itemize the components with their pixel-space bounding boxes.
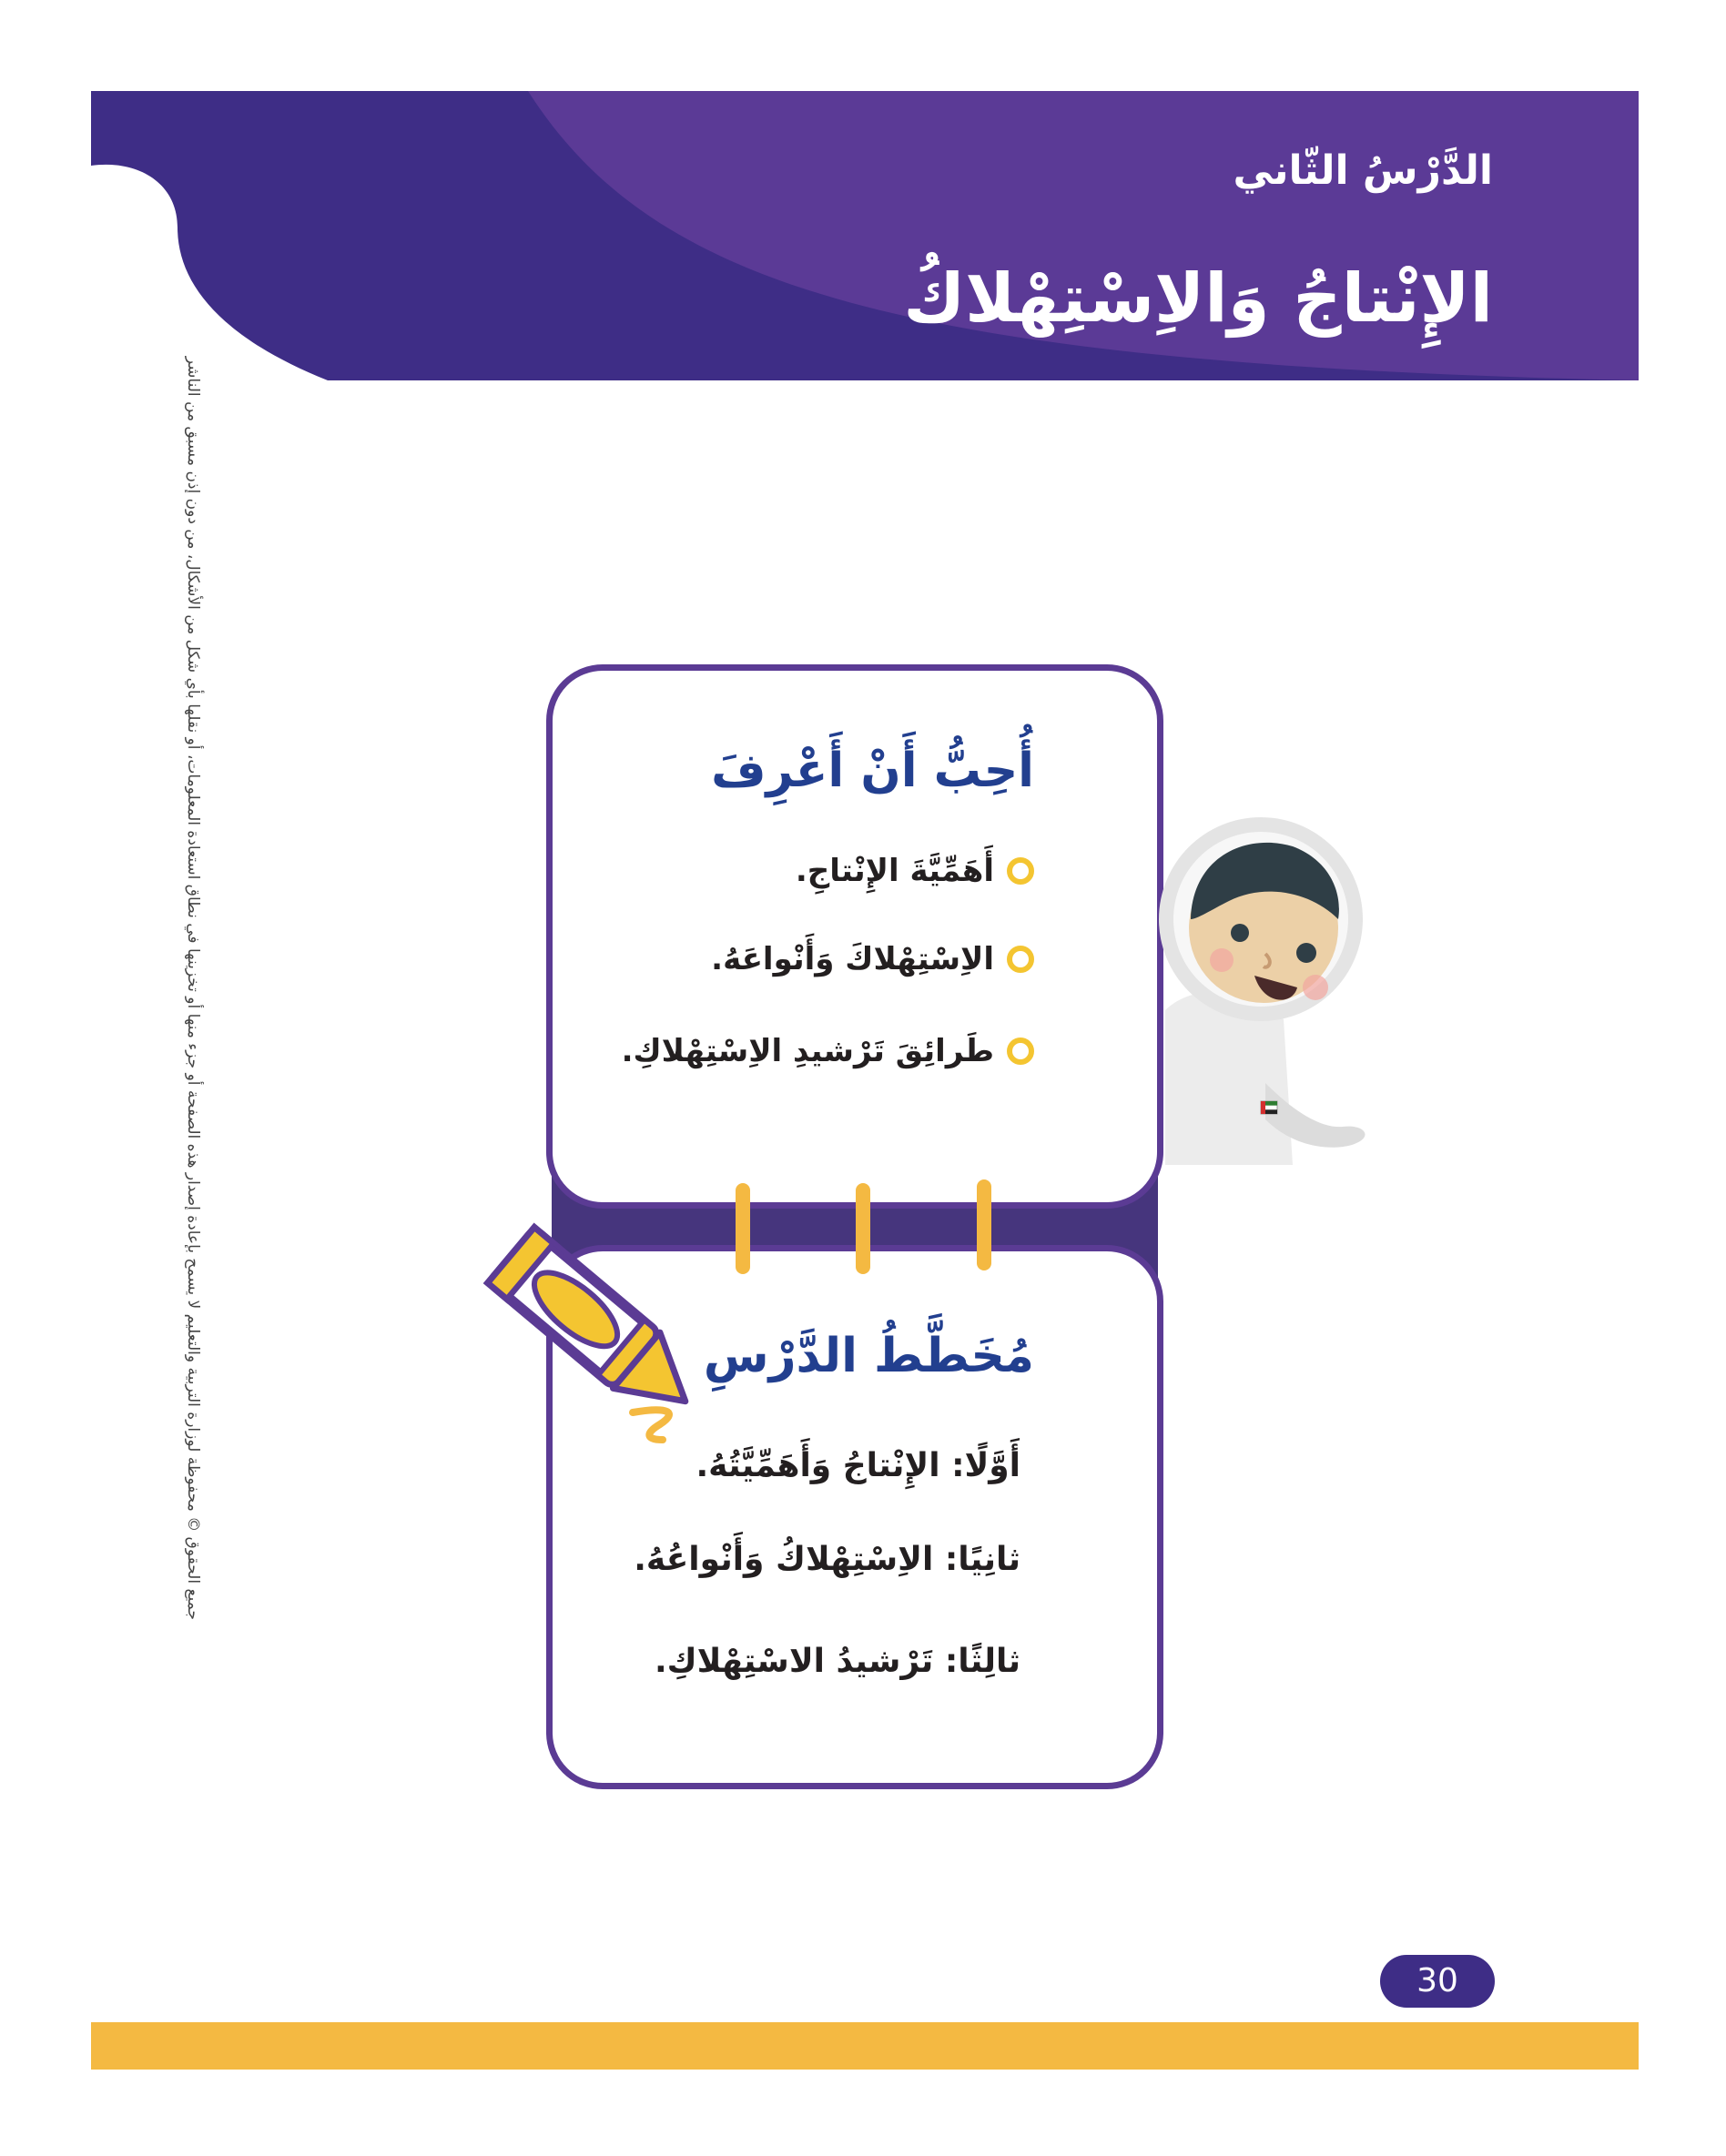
goal-item [796, 853, 1034, 889]
plan-item: ثالِثًا: تَرْشيدُ الاسْتِهْلاكِ. [654, 1643, 1020, 1680]
plan-item: ثانِيًا: الاِسْتِهْلاكُ وَأَنْواعُهُ. [634, 1541, 1020, 1578]
goals-heading: أُحِبُّ أَنْ أَعْرِفَ [711, 744, 1034, 798]
bullet-circle-icon [1007, 1038, 1034, 1065]
goal-text: طَرائِقَ تَرْشيدِ الاِسْتِهْلاكِ. [621, 1033, 994, 1069]
page-number: 30 [1380, 1955, 1495, 2008]
lesson-number: الدَّرْسُ الثّاني [1233, 147, 1493, 194]
goal-text: الاِسْتِهْلاكَ وَأَنْواعَهُ. [711, 941, 994, 977]
bullet-circle-icon [1007, 946, 1034, 973]
plan-item: أَوَّلًا: الإِنْتاجُ وَأَهَمِّيَّتُهُ. [695, 1447, 1020, 1484]
binder-ring [977, 1179, 991, 1270]
lesson-title: الإِنْتاجُ وَالاِسْتِهْلاكُ [903, 259, 1493, 338]
plan-heading: مُخَطَّطُ الدَّرْسِ [703, 1329, 1034, 1383]
goals-card [546, 664, 1163, 1209]
goal-item [711, 941, 1034, 977]
copyright-notice: جميع الحقوق © محفوظة لوزارة التربية والتعليم لا يسمح بإعادة إصدار هذه الصفحة أو جزء منها أو تخزينها في نطاق استعادة المعلومات، أو نقلها بأي شكل من الأشكال، من دون إذن مسبق من الناشر [184, 356, 202, 1620]
goal-text: أَهَمِّيَّةَ الإِنْتاجِ. [795, 853, 994, 889]
binder-ring [856, 1183, 870, 1274]
astronaut-illustration [1156, 783, 1375, 1183]
header-banner [91, 91, 1639, 380]
bullet-circle-icon [1007, 857, 1034, 885]
crayon-icon [446, 1201, 737, 1456]
footer-bar [91, 2022, 1639, 2070]
goal-item [622, 1033, 1034, 1069]
binder-ring [736, 1183, 750, 1274]
